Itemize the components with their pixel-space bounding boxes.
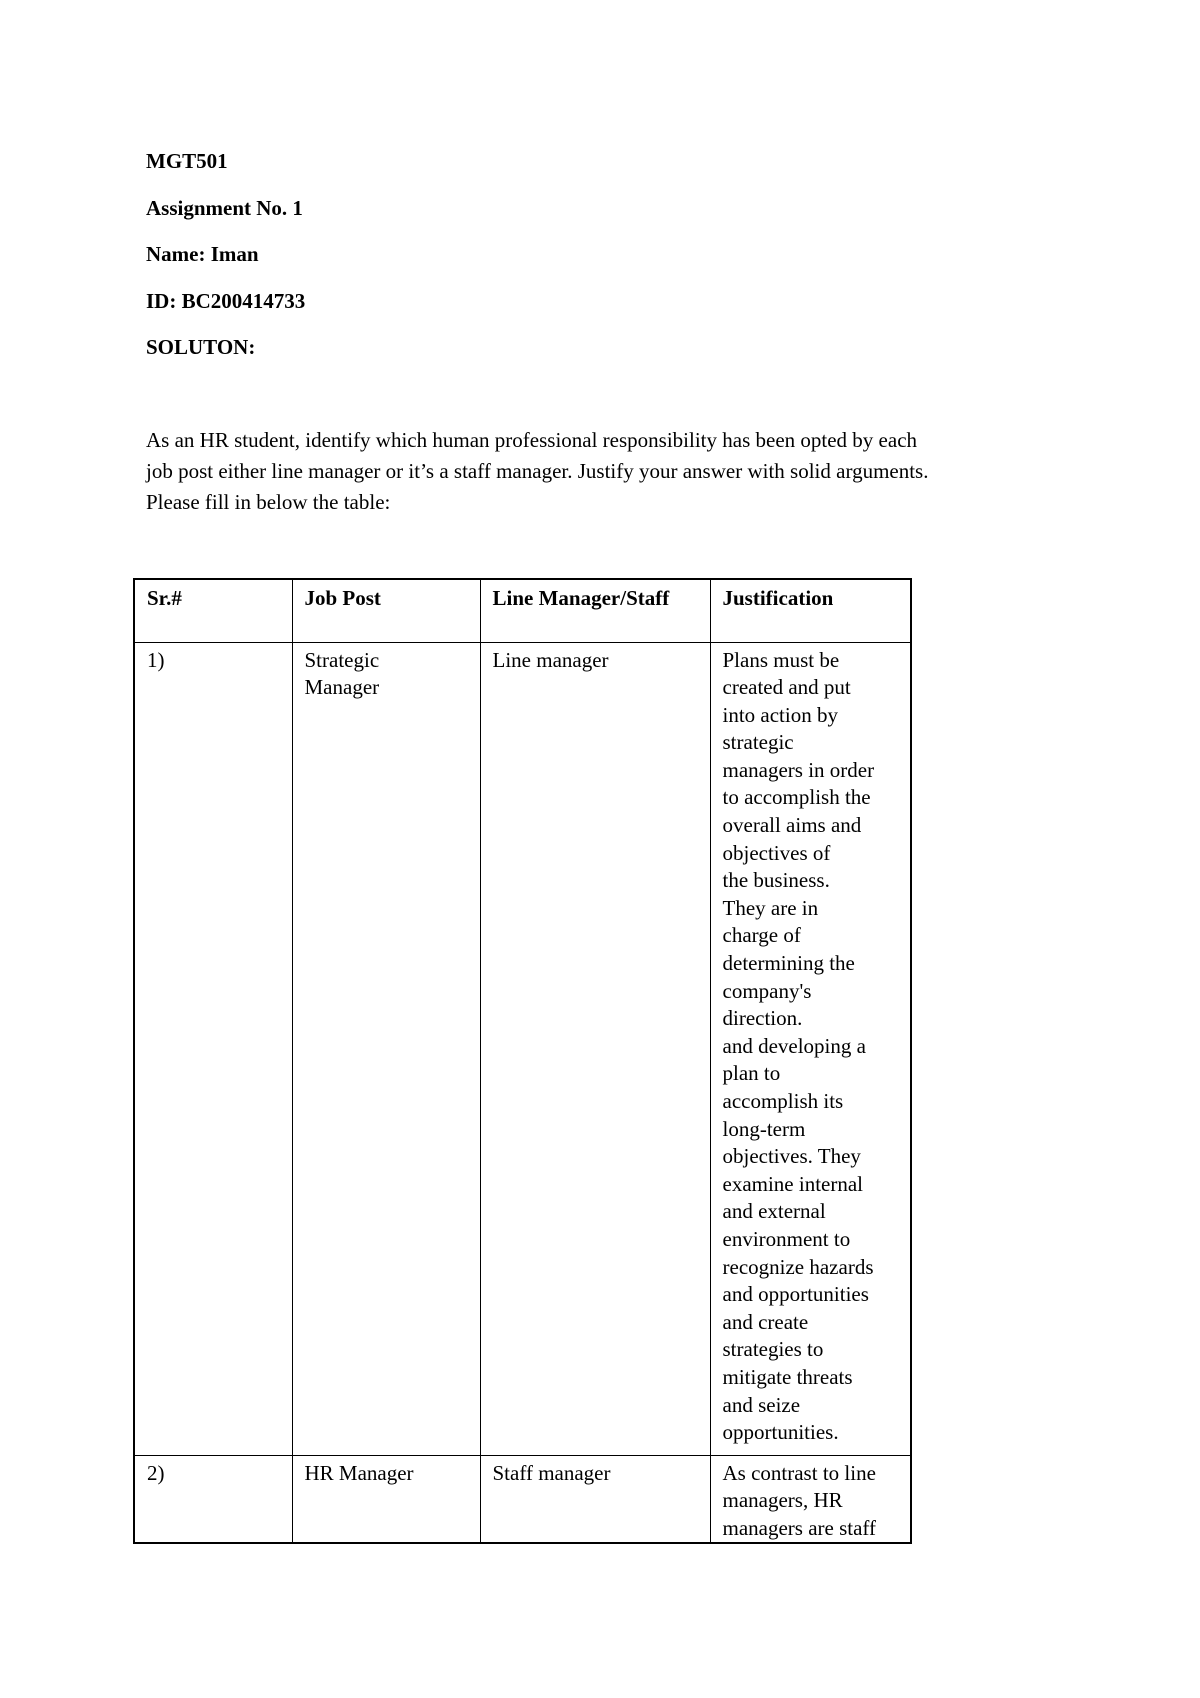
prompt-line: As an HR student, identify which human professional responsibility has been opted by each xyxy=(146,428,918,452)
justification-line: recognize hazards xyxy=(722,1254,874,1279)
student-id: ID: BC200414733 xyxy=(146,289,306,313)
justification-line: and create xyxy=(722,1309,809,1334)
table-header-row xyxy=(134,579,911,642)
justification-line: determining the xyxy=(722,951,855,976)
column-header-sr: Sr.# xyxy=(134,579,292,642)
job-post-line: HR Manager xyxy=(304,1460,414,1485)
justification-line: and seize xyxy=(722,1392,801,1417)
cell-role: Staff manager xyxy=(480,1455,710,1543)
justification-line: As contrast to line xyxy=(722,1460,876,1485)
justification-line: to accomplish the xyxy=(722,785,871,810)
cell-job-post xyxy=(292,642,480,1455)
justification-line: overall aims and xyxy=(722,813,862,838)
column-header-role: Line Manager/Staff xyxy=(480,579,710,642)
prompt-line: Please fill in below the table: xyxy=(146,490,391,514)
justification-line: objectives of xyxy=(722,840,831,865)
cell-job-post xyxy=(292,1455,480,1543)
justification-line: charge of xyxy=(722,923,801,948)
justification-line: long-term xyxy=(722,1116,806,1141)
justification-line: accomplish its xyxy=(722,1089,844,1113)
justification-line: managers, HR xyxy=(722,1488,843,1513)
justification-line: Plans must be xyxy=(722,647,840,672)
job-post-line: Strategic xyxy=(304,647,380,672)
job-post-line: Manager xyxy=(304,675,380,700)
justification-line: managers in order xyxy=(722,757,875,782)
table-row xyxy=(134,1455,911,1543)
justification-line: and developing a xyxy=(722,1033,866,1058)
column-header-job-post: Job Post xyxy=(292,579,480,642)
cell-justification xyxy=(710,1455,911,1543)
justification-line: created and put xyxy=(722,675,851,700)
justification-line: mitigate threats xyxy=(722,1364,853,1389)
justification-line: strategic xyxy=(722,730,794,755)
solution-label: SOLUTON: xyxy=(146,335,256,359)
justification-line: environment to xyxy=(722,1226,851,1251)
course-code: MGT501 xyxy=(146,149,228,173)
table-row xyxy=(134,642,911,1455)
assignment-prompt xyxy=(146,425,1086,518)
cell-role: Line manager xyxy=(480,642,710,1455)
justification-line: plan to xyxy=(722,1061,781,1086)
justification-line: examine internal xyxy=(722,1171,864,1196)
prompt-line: job post either line manager or it’s a staff manager. Justify your answer with solid arguments. xyxy=(146,459,929,483)
justification-line: and opportunities xyxy=(722,1282,869,1307)
justification-line: company's xyxy=(722,978,812,1003)
justification-line: strategies to xyxy=(722,1337,824,1362)
justification-line: objectives. They xyxy=(722,1144,861,1169)
cell-sr: 1) xyxy=(134,642,292,1455)
assignment-number: Assignment No. 1 xyxy=(146,196,303,220)
cell-justification xyxy=(710,642,911,1455)
justification-line: direction. xyxy=(722,1006,803,1031)
cell-sr: 2) xyxy=(134,1455,292,1543)
justification-line: managers are staff xyxy=(722,1515,877,1540)
column-header-justification: Justification xyxy=(710,579,911,642)
justification-line: the business. xyxy=(722,868,830,893)
responsibility-table xyxy=(133,578,912,1544)
justification-line: into action by xyxy=(722,702,838,727)
student-name: Name: Iman xyxy=(146,242,259,266)
justification-line: and external xyxy=(722,1199,826,1224)
justification-line: opportunities. xyxy=(722,1420,839,1445)
justification-line: They are in xyxy=(722,895,819,920)
